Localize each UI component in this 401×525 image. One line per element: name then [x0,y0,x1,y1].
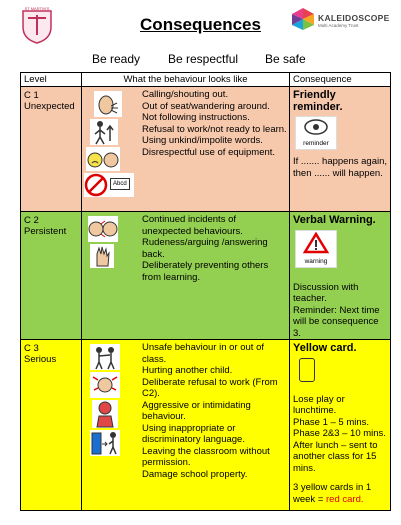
school-logo-text: ST MARTIN'S [24,6,50,11]
behaviour-cell-c3 [82,340,290,511]
behaviour-item: Out of seat/wandering around. [142,100,270,112]
level-name: Persistent [24,226,67,237]
consequence-cell-c1 [290,87,391,212]
no-damage-equipment-icon [84,173,134,197]
behaviour-list-c2 [142,212,289,283]
warning-triangle-icon [303,232,329,254]
behaviour-item: Deliberate refusal to work (From C2). [142,376,278,399]
behaviour-list-c1 [142,87,289,158]
behaviour-item: Continued incidents of unexpected behaviours. [142,214,243,237]
kaleidoscope-icon [290,6,316,32]
yellow-card-icon [299,358,315,382]
level-code: C 2 [24,215,39,226]
consequences-table [20,72,391,511]
consequence-line: then ...... will happen. [293,167,383,179]
behaviour-icons [84,89,136,197]
prohibited-icon [84,173,108,197]
behaviour-item: Leaving the classroom without permission. [142,445,270,468]
behaviour-item: Disrespectful use of equipment. [142,146,276,158]
behaviour-item: Unsafe behaviour in or out of class. [142,342,264,365]
level-code: C 3 [24,343,39,354]
behaviour-item: Refusal to work/not ready to learn. [142,123,287,135]
page-title: Consequences [140,15,261,34]
header-level: Level [21,73,82,87]
red-card-text: red card. [326,493,364,505]
behaviour-item: Damage school property. [142,468,248,480]
kaleidoscope-tagline: Multi Academy Trust [318,23,359,28]
header-behaviour: What the behaviour looks like [82,73,290,87]
consequence-line: Phase 2&3 – 10 mins. [293,428,386,439]
header-consequence: Consequence [290,73,391,87]
leaving-classroom-icon [90,430,120,456]
behaviour-item: Aggressive or intimidating behaviour. [142,399,251,422]
unkind-words-icon [86,147,120,171]
level-name: Unexpected [24,101,75,112]
inappropriate-language-icon [92,400,118,428]
consequence-cell-c3 [290,340,391,511]
level-cell-c3 [21,340,82,511]
level-cell-c2 [21,212,82,340]
red-card-rule [293,482,388,505]
behaviour-list-c3 [142,340,289,480]
value-be-safe: Be safe [265,52,306,66]
warning-symbol [295,230,337,268]
consequence-line: If ....... happens again, [293,156,388,167]
reminder-symbol [295,116,337,150]
reminder-icon [302,118,330,136]
table-row-c3 [21,340,391,511]
warning-label: warning [304,257,328,265]
behaviour-icons [84,214,136,268]
behaviour-item: Using inappropriate or discriminatory language. [142,422,245,445]
value-be-ready: Be ready [92,52,141,66]
stop-hand-icon [90,244,114,268]
kaleidoscope-name: KALEIDOSCOPE [318,13,390,23]
behaviour-cell-c2 [82,212,290,340]
reminder-label: reminder [303,140,329,147]
behaviour-item: Not following instructions. [142,112,250,123]
red-card-rule-text: 3 yellow cards in 1 week = [293,482,372,505]
behaviour-icons [84,342,136,456]
behaviour-item: Hurting another child. [142,365,233,376]
consequence-title: Friendly reminder. [293,89,343,113]
consequence-line: After lunch – sent to another class for 15 mins. [293,439,378,474]
behaviour-cell-c1 [82,87,290,212]
consequence-line: Lose play or lunchtime. [293,393,345,416]
consequence-cell-c2 [290,212,391,340]
aggressive-icon [90,372,120,398]
consequence-line: Discussion with teacher. [293,281,359,304]
kaleidoscope-logo [290,6,398,38]
level-code: C 1 [24,90,39,101]
shouting-person-icon [94,91,122,117]
behaviour-item: Deliberately preventing others from learning. [142,260,269,283]
abcd-label: Abcd [110,178,130,190]
hurting-child-icon [90,344,120,370]
table-row-c2 [21,212,391,340]
level-name: Serious [24,354,57,365]
arguing-icon [88,216,118,242]
out-of-seat-icon [90,119,118,145]
consequence-line: Reminder: Next time will be consequence 3. [293,304,380,339]
consequence-line: Phase 1 – 5 mins. [293,416,370,428]
table-row-c1 [21,87,391,212]
consequence-title: Yellow card. [293,342,357,354]
behaviour-item: Using unkind/impolite words. [142,135,263,146]
table-header-row [21,73,391,87]
behaviour-item: Rudeness/arguing /answering back. [142,237,268,260]
level-cell-c1 [21,87,82,212]
behaviour-item: Calling/shouting out. [142,89,229,100]
consequence-title: Verbal Warning. [293,214,376,226]
value-be-respectful: Be respectful [168,52,239,66]
